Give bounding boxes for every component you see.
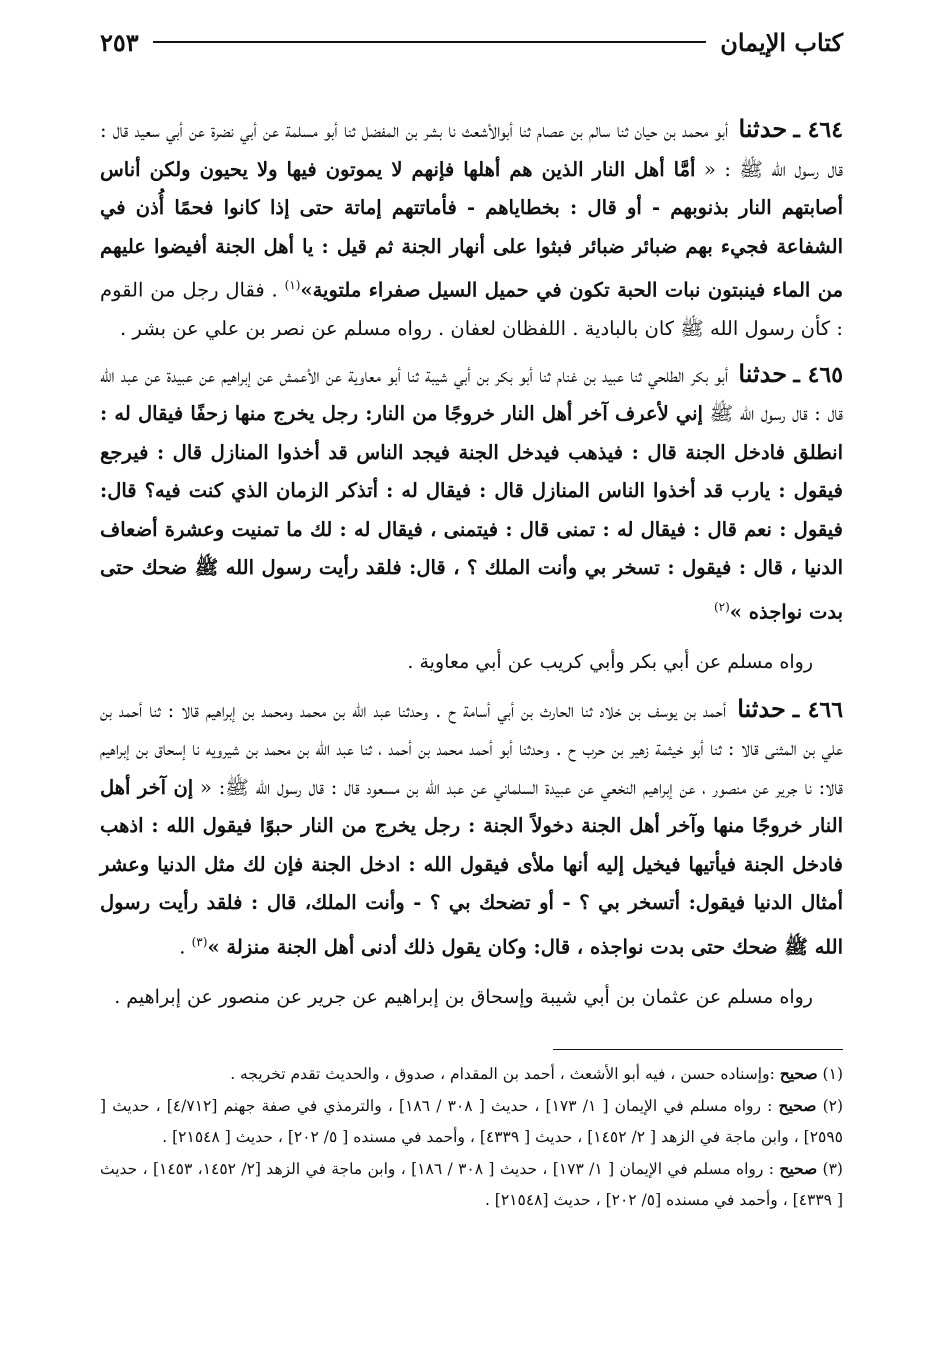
hadith-tail: .	[179, 935, 186, 958]
footnote-rule	[553, 1049, 843, 1050]
footnote-number: (٢)	[822, 1096, 844, 1115]
hadith-text	[100, 110, 843, 349]
footnote-grade: صحيح	[778, 1095, 817, 1115]
footnote-3	[100, 1153, 843, 1216]
hadith-number: ٤٦٦ ـ	[792, 696, 844, 723]
book-title: كتاب الإيمان	[720, 27, 843, 57]
footnote-2	[100, 1090, 843, 1153]
footnote-marker: (١)	[284, 278, 301, 292]
footnote-number: (٣)	[822, 1159, 843, 1178]
footnote-text: :وإسناده حسن ، فيه أبو الأشعث ، أحمد بن المقدام ، صدوق ، والحديث تقدم تخريجه .	[230, 1064, 775, 1083]
isnad: أحمد بن يوسف بن خلاد ثنا الحارث بن أبي أسامة ح . وحدثنا عبد الله بن محمد ومحمد بن إبراهيم قالا : ثنا أحمد بن علي بن المثنى قالا : ثنا أبو خيثمة زهير بن حرب ح . وحدثنا أبو أحمد محمد بن أحمد ، ثنا عبد الله بن محمد بن شيرويه نا إسحاق بن إبراهيم قالا: نا جرير عن منصور ، عن إبراهيم النخعي عن عبيدة السلماني عن عبد الله بن مسعود قال : قال رسول الله ﷺ: «	[100, 698, 844, 799]
hadith-text	[100, 355, 843, 632]
footnote-1	[100, 1058, 843, 1090]
haddathana-label: حدثنا	[737, 693, 786, 723]
footnote-grade: صحيح	[779, 1158, 818, 1178]
hadith-text	[100, 690, 843, 967]
matn: أمَّا أهل النار الذين هم أهلها فإنهم لا يموتون فيها ولا يحيون ولكن أناس أصابتهم النار بذنوبهم - أو قال : بخطاياهم - فأماتتهم إماتة حتى إذا كانوا فحمًا أُذن في الشفاعة فجيء بهم ضبائر ضبائر فبثوا على أنهار الجنة ثم قيل : يا أهل الجنة أفيضوا عليهم من الماء فينبتون نبات الحبة تكون في حميل السيل صفراء ملتوية»	[100, 157, 844, 302]
running-header	[100, 22, 843, 62]
hadith-466	[100, 690, 843, 1015]
header-rule	[153, 41, 707, 43]
hadith-number: ٤٦٤ ـ	[793, 117, 844, 143]
page-body	[100, 110, 843, 1015]
riwaya-note: رواه مسلم عن عثمان بن أبي شيبة وإسحاق بن إبراهيم عن جرير عن منصور عن إبراهيم .	[114, 985, 813, 1008]
haddathana-label: حدثنا	[738, 358, 788, 388]
page-number: ٢٥٣	[100, 27, 139, 57]
haddathana-label: حدثنا	[738, 114, 788, 143]
isnad: أبو محمد بن حيان ثنا سالم بن عصام ثنا أبوالأشعث نا بشر بن المفضل ثنا أبو مسلمة عن أبي نضرة عن أبي سعيد قال : قال رسول الله ﷺ : «	[100, 119, 843, 181]
footnote-text: : رواه مسلم في الإيمان [ ١/ ١٧٣] ، حديث [ ٣٠٨ / ١٨٦] ، والترمذي في صفة جهنم [٤/٧١٢] ، حديث [ ٢٥٩٥] ، وابن ماجة في الزهد [ ٢/ ١٤٥٢] ، حديث [ ٤٣٣٩] ، وأحمد في مسنده [ ٥/ ٢٠٢] ، حديث [ ٢١٥٤٨] .	[100, 1096, 843, 1146]
matn: إن آخر أهل النار خروجًا منها وآخر أهل الجنة دخولاً الجنة : رجل يخرج من النار حبوًا فيقول الله : اذهب فادخل الجنة فيأتيها فيخيل إليه أنها ملأى فيقول الله : ادخل الجنة فإن لك مثل الدنيا وعشر أمثال الدنيا فيقول: أتسخر بي ؟ - أو تضحك بي ؟ - وأنت الملك، قال : فلقد رأيت رسول الله ﷺ ضحك حتى بدت نواجذه ، قال: وكان يقول ذلك أدنى أهل الجنة منزلة »	[100, 775, 843, 958]
footnote-grade: صحيح	[779, 1063, 818, 1083]
riwaya-note: رواه مسلم عن أبي بكر وأبي كريب عن أبي معاوية .	[407, 650, 813, 673]
matn: إني لأعرف آخر أهل النار خروجًا من النار: رجل يخرج منها زحفًا فيقال له : انطلق فادخل الجنة قال : فيذهب فيدخل الجنة فيجد الناس قد أخذوا المنازل قال : فيرجع فيقول : يارب قد أخذوا الناس المنازل قال : فيقال له : أتذكر الزمان الذي كنت فيه؟ قال: فيقول : نعم قال : فيقال له : تمنى قال : فيتمنى ، فيقال له : لك ما تمنيت وعشرة أضعاف الدنيا ، قال : فيقول : تسخر بي وأنت الملك ؟ ، قال: فلقد رأيت رسول الله ﷺ ضحك حتى بدت نواجذه »	[100, 402, 843, 623]
footnotes	[100, 1058, 843, 1216]
hadith-tail: . فقال رجل من القوم : كأن رسول الله ﷺ كان بالبادية . اللفظان لعفان . رواه مسلم عن نصر بن علي عن بشر .	[100, 278, 843, 340]
footnote-text: : رواه مسلم في الإيمان [ ١/ ١٧٣] ، حديث [ ٣٠٨ / ١٨٦] ، وابن ماجة في الزهد [٢/ ١٤٥٢، ١٤٥٣] ، حديث [ ٤٣٣٩] ، وأحمد في مسنده [٥/ ٢٠٢] ، حديث [٢١٥٤٨] .	[100, 1159, 843, 1209]
hadith-number: ٤٦٥ ـ	[793, 361, 844, 388]
hadith-465	[100, 355, 843, 680]
isnad: أبو بكر الطلحي ثنا عبيد بن غنام ثنا أبو بكر بن أبي شيبة ثنا أبو معاوية عن الأعمش عن إبراهيم عن عبيدة عن عبد الله قال : قال رسول الله ﷺ	[100, 363, 844, 425]
hadith-464	[100, 110, 843, 349]
footnote-number: (١)	[822, 1064, 843, 1083]
footnote-marker: (٢)	[713, 599, 730, 614]
footnote-marker: (٣)	[191, 934, 208, 949]
